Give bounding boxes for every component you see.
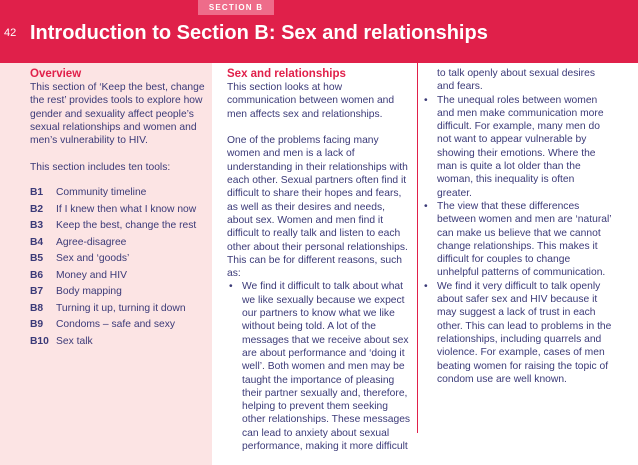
overview-heading: Overview (30, 68, 82, 80)
bullet-continuation: to talk openly about sexual desires and fears. (437, 68, 595, 93)
tool-code: B2 (30, 203, 44, 215)
right-column (422, 67, 612, 386)
bullet-icon: • (424, 94, 428, 106)
tool-code: B6 (30, 269, 44, 281)
list-item (422, 280, 612, 386)
bullet-icon: • (229, 281, 233, 293)
page-header (0, 0, 638, 63)
section-label: SECTION B (198, 0, 274, 15)
list-item (422, 94, 612, 200)
reasons-list (227, 280, 412, 453)
bullet-icon: • (424, 280, 428, 292)
main-column (227, 67, 412, 453)
page-title: Introduction to Section B: Sex and relationships (30, 22, 488, 44)
tool-item (30, 318, 208, 335)
list-item (227, 280, 412, 453)
overview-intro: This section of ‘Keep the best, change the rest’ provides tools to explore how gender and sexuality affect people’s sexual relationships and women and men’s vulnerability to HIV. (30, 82, 205, 147)
section-heading: Sex and relationships (227, 68, 346, 80)
intro-paragraph: This section looks at how communication between women and men affects sex and relationships. (227, 82, 395, 120)
tool-code: B10 (30, 335, 49, 347)
tool-item (30, 203, 208, 220)
tool-name: Condoms – safe and sexy (56, 319, 176, 331)
list-item (422, 200, 612, 280)
tool-item (30, 302, 208, 319)
tool-name: Sex talk (56, 335, 93, 347)
tool-name: Body mapping (56, 286, 122, 298)
tool-item (30, 269, 208, 286)
tool-name: Agree-disagree (56, 236, 127, 248)
tool-item (30, 285, 208, 302)
tool-item (30, 252, 208, 269)
column-divider (417, 63, 418, 433)
bullet-icon: • (424, 200, 428, 212)
bullet-text: The unequal roles between women and men make communication more difficult. For example, many men do not want to appear vulnerable by showing their emotions. Where the man is quite a lot older than the woman, this inequality is often greater. (437, 94, 604, 199)
tool-name: If I knew then what I know now (56, 203, 197, 215)
tools-list (30, 186, 208, 351)
tool-code: B1 (30, 187, 44, 199)
bullet-text: The view that these differences between women and men are ‘natural’ can make us believe that we cannot change relationships. This makes it difficult for couples to change unhelpful patterns of communication. (437, 200, 612, 279)
tool-item (30, 335, 208, 352)
tool-item (30, 186, 208, 203)
tools-intro: This section includes ten tools: (30, 161, 171, 173)
tool-name: Community timeline (56, 187, 147, 199)
reasons-list-continued (422, 94, 612, 387)
tool-name: Money and HIV (56, 269, 127, 281)
tool-item (30, 219, 208, 236)
tool-code: B4 (30, 236, 44, 248)
tool-name: Sex and ‘goods’ (56, 253, 130, 265)
page-number: 42 (4, 27, 17, 39)
tool-code: B3 (30, 220, 44, 232)
bullet-text: We find it difficult to talk about what we like sexually because we expect our partners to know what we like without being told. A lot of the messages that we receive about sex are about performance and ‘doing it well’. Both women and men may be taught the importance of pleasing their partner sexually and, therefore, helping to prevent them seeking other relationships. These messages can lead to anxiety about sexual performance, making it more difficult (242, 281, 411, 453)
overview-column (30, 67, 208, 351)
tool-item (30, 236, 208, 253)
tool-code: B7 (30, 286, 44, 298)
problems-paragraph: One of the problems facing many women and men is a lack of understanding in their relationships with each other. Sexual partners often find it difficult to share their hopes and fears, as well as their desires and needs, about sex. Women and men find it difficult to really talk and listen to each other about their personal relationships. This can be for different reasons, such as: (227, 135, 408, 280)
bullet-text: We find it very difficult to talk openly about safer sex and HIV because it may suggest a lack of trust in each other. This can lead to problems in the relationships, including quarrels and violence. For example, cases of men beating women for raising the topic of condom use are well known. (437, 280, 612, 385)
tool-name: Keep the best, change the rest (56, 220, 197, 232)
tool-code: B8 (30, 302, 44, 314)
tool-name: Turning it up, turning it down (56, 302, 186, 314)
tool-code: B5 (30, 253, 44, 265)
tool-code: B9 (30, 319, 44, 331)
